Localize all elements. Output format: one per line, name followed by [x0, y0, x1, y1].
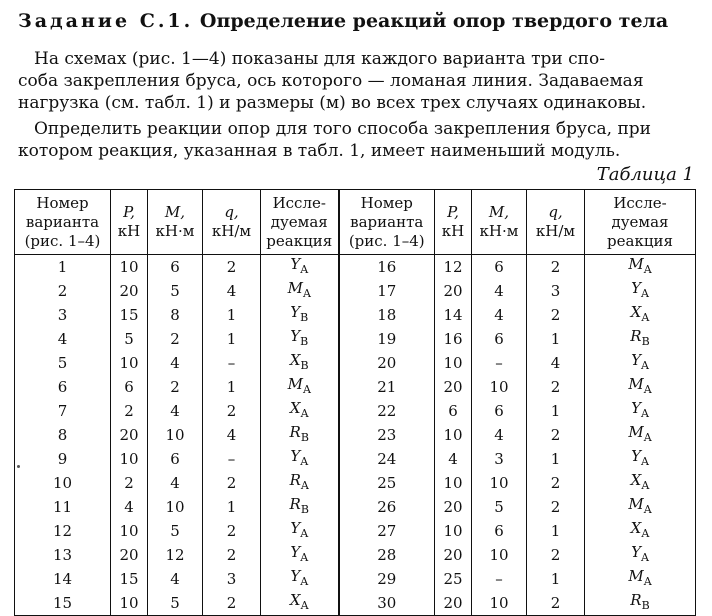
- task-label: Задание С.1.: [18, 10, 194, 32]
- reaction-cell: [585, 567, 696, 591]
- reaction-subscript: A: [643, 575, 652, 588]
- reaction-subscript: B: [300, 335, 309, 348]
- q-value-cell: 1: [203, 375, 261, 399]
- reaction-cell: [585, 399, 696, 423]
- p-value-cell: 15: [111, 303, 148, 327]
- m-value-cell: 2: [148, 375, 203, 399]
- m-value-cell: 10: [472, 471, 527, 495]
- reaction-cell: [585, 279, 696, 303]
- reaction-symbol: Y: [631, 279, 641, 297]
- variant-number-cell: 4: [15, 327, 111, 351]
- task-heading: Определение реакций опор твердого тела: [199, 10, 669, 32]
- m-value-cell: 6: [472, 327, 527, 351]
- reaction-symbol: Y: [290, 519, 301, 537]
- reaction-symbol: Y: [631, 351, 641, 369]
- q-value-cell: 1: [527, 447, 585, 471]
- p-value-cell: 10: [435, 423, 472, 447]
- header-variant-line-3: (рис. 1–4): [348, 231, 425, 250]
- reaction-cell: [261, 447, 339, 471]
- p-value-cell: 10: [111, 255, 148, 280]
- m-value-cell: 5: [148, 279, 203, 303]
- reaction-symbol: M: [287, 279, 303, 297]
- q-value-cell: 1: [527, 519, 585, 543]
- m-value-cell: 4: [148, 567, 203, 591]
- p-value-cell: 25: [435, 567, 472, 591]
- table-row: [15, 399, 696, 423]
- q-value-cell: 1: [203, 303, 261, 327]
- reaction-symbol: M: [628, 495, 644, 513]
- reaction-subscript: A: [300, 455, 309, 468]
- header-reaction-right: [585, 190, 696, 255]
- paragraph-1-line-3: нагрузка (см. табл. 1) и размеры (м) во всех трех случаях одинаковы.: [18, 93, 647, 113]
- p-value-cell: 15: [111, 567, 148, 591]
- header-p-symbol: P,: [447, 203, 459, 221]
- variant-number-cell: 1: [15, 255, 111, 280]
- q-value-cell: 4: [203, 279, 261, 303]
- reaction-cell: [585, 255, 696, 280]
- reaction-subscript: B: [641, 335, 650, 348]
- q-value-cell: 2: [527, 543, 585, 567]
- reaction-cell: [585, 351, 696, 375]
- reaction-subscript: A: [643, 263, 652, 276]
- m-value-cell: 4: [472, 423, 527, 447]
- q-value-cell: 2: [203, 471, 261, 495]
- header-reaction-line-1: Иссле-: [613, 193, 667, 212]
- header-variant-line-2: варианта: [25, 212, 100, 231]
- table-row: [15, 351, 696, 375]
- reaction-subscript: A: [302, 383, 311, 396]
- reaction-symbol: M: [287, 375, 303, 393]
- reaction-cell: [585, 327, 696, 351]
- m-value-cell: 12: [148, 543, 203, 567]
- m-value-cell: 6: [472, 519, 527, 543]
- reaction-cell: [585, 543, 696, 567]
- table-row: [15, 423, 696, 447]
- header-reaction-line-3: реакция: [607, 231, 673, 250]
- reaction-cell: [585, 495, 696, 519]
- reaction-cell: [261, 423, 339, 447]
- table-row: [15, 303, 696, 327]
- q-value-cell: 2: [203, 519, 261, 543]
- reaction-subscript: A: [300, 599, 309, 612]
- m-value-cell: 10: [148, 423, 203, 447]
- variant-number-cell: 12: [15, 519, 111, 543]
- reaction-subscript: A: [640, 287, 649, 300]
- p-value-cell: 2: [111, 399, 148, 423]
- reaction-symbol: X: [630, 303, 642, 321]
- p-value-cell: 10: [435, 471, 472, 495]
- variant-number-cell: 7: [15, 399, 111, 423]
- reaction-symbol: R: [289, 423, 301, 441]
- p-value-cell: 10: [111, 447, 148, 471]
- reaction-cell: [585, 375, 696, 399]
- reaction-symbol: Y: [290, 255, 301, 273]
- q-value-cell: –: [203, 351, 261, 375]
- q-value-cell: 2: [203, 399, 261, 423]
- variant-number-cell: 16: [339, 255, 435, 280]
- reaction-cell: [261, 567, 339, 591]
- paragraph-2-line-1: Определить реакции опор для того способа закрепления бруса, при: [34, 119, 651, 139]
- header-m-symbol: M,: [488, 203, 510, 221]
- p-value-cell: 5: [111, 327, 148, 351]
- header-q-right: [527, 190, 585, 255]
- reaction-cell: [585, 447, 696, 471]
- variant-number-cell: 5: [15, 351, 111, 375]
- p-value-cell: 10: [435, 351, 472, 375]
- p-value-cell: 10: [111, 351, 148, 375]
- table-row: [15, 327, 696, 351]
- reaction-cell: [261, 399, 339, 423]
- m-value-cell: 4: [148, 399, 203, 423]
- reaction-subscript: A: [643, 431, 652, 444]
- reaction-symbol: Y: [290, 567, 301, 585]
- variants-table: [14, 189, 696, 616]
- paragraph-1-line-2: соба закрепления бруса, ось которого — ломаная линия. Задаваемая: [18, 71, 644, 91]
- p-value-cell: 20: [435, 495, 472, 519]
- header-m-symbol: M,: [164, 203, 186, 221]
- m-value-cell: 4: [472, 279, 527, 303]
- header-reaction-line-2: дуемая: [611, 212, 669, 231]
- table-body: [15, 255, 696, 616]
- reaction-cell: [261, 591, 339, 616]
- m-value-cell: 8: [148, 303, 203, 327]
- reaction-cell: [261, 471, 339, 495]
- header-variant-line-3: (рис. 1–4): [24, 231, 101, 250]
- reaction-subscript: B: [300, 431, 309, 444]
- reaction-subscript: A: [643, 503, 652, 516]
- header-m-left: [148, 190, 203, 255]
- reaction-subscript: B: [300, 503, 309, 516]
- q-value-cell: 3: [203, 567, 261, 591]
- m-value-cell: 6: [148, 447, 203, 471]
- header-reaction-line-2: дуемая: [270, 212, 328, 231]
- table-row: [15, 591, 696, 616]
- variant-number-cell: 2: [15, 279, 111, 303]
- p-value-cell: 20: [435, 591, 472, 616]
- reaction-cell: [261, 327, 339, 351]
- q-value-cell: 2: [527, 495, 585, 519]
- m-value-cell: 6: [472, 399, 527, 423]
- p-value-cell: 10: [111, 519, 148, 543]
- variant-number-cell: 8: [15, 423, 111, 447]
- task-title: [18, 10, 708, 32]
- reaction-symbol: Y: [631, 543, 641, 561]
- p-value-cell: 2: [111, 471, 148, 495]
- table-row: [15, 519, 696, 543]
- p-value-cell: 16: [435, 327, 472, 351]
- q-value-cell: 2: [203, 591, 261, 616]
- header-p-unit: кН: [441, 222, 465, 240]
- variant-number-cell: 22: [339, 399, 435, 423]
- reaction-subscript: A: [640, 407, 649, 420]
- q-value-cell: 3: [527, 279, 585, 303]
- q-value-cell: 1: [527, 399, 585, 423]
- print-speck: [17, 465, 20, 468]
- q-value-cell: 2: [203, 543, 261, 567]
- q-value-cell: 1: [527, 327, 585, 351]
- table-header-row: [15, 190, 696, 255]
- m-value-cell: 10: [472, 375, 527, 399]
- reaction-symbol: M: [628, 255, 644, 273]
- variant-number-cell: 20: [339, 351, 435, 375]
- reaction-subscript: A: [300, 263, 309, 276]
- reaction-symbol: Y: [290, 303, 301, 321]
- p-value-cell: 20: [111, 543, 148, 567]
- reaction-symbol: M: [628, 567, 644, 585]
- variant-number-cell: 13: [15, 543, 111, 567]
- reaction-subscript: A: [300, 527, 309, 540]
- table-row: [15, 375, 696, 399]
- table-row: [15, 495, 696, 519]
- q-value-cell: 2: [527, 423, 585, 447]
- reaction-symbol: R: [630, 327, 642, 345]
- m-value-cell: 2: [148, 327, 203, 351]
- variant-number-cell: 23: [339, 423, 435, 447]
- m-value-cell: 4: [148, 471, 203, 495]
- p-value-cell: 10: [111, 591, 148, 616]
- q-value-cell: 1: [203, 495, 261, 519]
- reaction-symbol: R: [630, 591, 642, 609]
- variant-number-cell: 30: [339, 591, 435, 616]
- reaction-subscript: A: [641, 479, 650, 492]
- reaction-symbol: Y: [631, 399, 641, 417]
- reaction-subscript: A: [640, 551, 649, 564]
- m-value-cell: 4: [472, 303, 527, 327]
- variant-number-cell: 9: [15, 447, 111, 471]
- m-value-cell: 6: [472, 255, 527, 280]
- reaction-symbol: Y: [290, 447, 301, 465]
- q-value-cell: 2: [527, 375, 585, 399]
- reaction-symbol: R: [289, 495, 301, 513]
- paragraph-1-line-1: На схемах (рис. 1—4) показаны для каждого варианта три спо-: [34, 49, 605, 69]
- m-value-cell: –: [472, 567, 527, 591]
- header-q-symbol: q,: [224, 203, 239, 221]
- variant-number-cell: 29: [339, 567, 435, 591]
- variant-number-cell: 19: [339, 327, 435, 351]
- reaction-cell: [261, 351, 339, 375]
- p-value-cell: 20: [111, 279, 148, 303]
- table-row: [15, 447, 696, 471]
- reaction-symbol: X: [289, 351, 301, 369]
- variant-number-cell: 24: [339, 447, 435, 471]
- table-row: [15, 543, 696, 567]
- variant-number-cell: 21: [339, 375, 435, 399]
- reaction-subscript: A: [300, 407, 309, 420]
- m-value-cell: –: [472, 351, 527, 375]
- reaction-subscript: A: [300, 575, 309, 588]
- header-reaction-line-3: реакция: [266, 231, 333, 250]
- reaction-symbol: Y: [290, 327, 301, 345]
- header-p-symbol: P,: [123, 203, 135, 221]
- variant-number-cell: 26: [339, 495, 435, 519]
- p-value-cell: 4: [111, 495, 148, 519]
- variant-number-cell: 14: [15, 567, 111, 591]
- q-value-cell: 1: [203, 327, 261, 351]
- header-q-unit: кН/м: [535, 222, 576, 240]
- q-value-cell: 4: [527, 351, 585, 375]
- m-value-cell: 10: [472, 591, 527, 616]
- header-variant-line-1: Номер: [360, 193, 413, 212]
- m-value-cell: 4: [148, 351, 203, 375]
- reaction-cell: [585, 471, 696, 495]
- m-value-cell: 5: [148, 519, 203, 543]
- reaction-cell: [261, 543, 339, 567]
- m-value-cell: 10: [148, 495, 203, 519]
- table-row: [15, 255, 696, 280]
- variant-number-cell: 15: [15, 591, 111, 616]
- reaction-subscript: A: [640, 359, 649, 372]
- p-value-cell: 10: [435, 519, 472, 543]
- variant-number-cell: 3: [15, 303, 111, 327]
- reaction-symbol: X: [289, 399, 301, 417]
- header-variant-line-2: варианта: [350, 212, 424, 231]
- variant-number-cell: 27: [339, 519, 435, 543]
- reaction-cell: [261, 519, 339, 543]
- p-value-cell: 20: [111, 423, 148, 447]
- p-value-cell: 14: [435, 303, 472, 327]
- reaction-symbol: M: [628, 423, 644, 441]
- p-value-cell: 6: [111, 375, 148, 399]
- variant-number-cell: 6: [15, 375, 111, 399]
- reaction-cell: [585, 519, 696, 543]
- reaction-subscript: B: [300, 311, 309, 324]
- reaction-cell: [261, 279, 339, 303]
- q-value-cell: 4: [203, 423, 261, 447]
- m-value-cell: 10: [472, 543, 527, 567]
- reaction-symbol: X: [630, 519, 642, 537]
- reaction-subscript: A: [300, 551, 309, 564]
- p-value-cell: 6: [435, 399, 472, 423]
- m-value-cell: 5: [148, 591, 203, 616]
- q-value-cell: 2: [527, 303, 585, 327]
- reaction-cell: [585, 303, 696, 327]
- q-value-cell: 2: [203, 255, 261, 280]
- header-variant-line-1: Номер: [36, 193, 89, 212]
- reaction-cell: [261, 255, 339, 280]
- table-row: [15, 471, 696, 495]
- reaction-symbol: Y: [290, 543, 301, 561]
- reaction-subscript: A: [641, 527, 650, 540]
- variant-number-cell: 28: [339, 543, 435, 567]
- header-q-left: [203, 190, 261, 255]
- q-value-cell: 2: [527, 255, 585, 280]
- header-reaction-left: [261, 190, 339, 255]
- q-value-cell: 1: [527, 567, 585, 591]
- header-p-right: [435, 190, 472, 255]
- m-value-cell: 6: [148, 255, 203, 280]
- reaction-subscript: A: [302, 287, 311, 300]
- p-value-cell: 4: [435, 447, 472, 471]
- paragraph-2-line-2: котором реакция, указанная в табл. 1, имеет наименьший модуль.: [18, 141, 621, 161]
- q-value-cell: 2: [527, 471, 585, 495]
- m-value-cell: 3: [472, 447, 527, 471]
- header-m-unit: кН·м: [479, 222, 519, 240]
- reaction-symbol: Y: [631, 447, 641, 465]
- reaction-cell: [585, 423, 696, 447]
- reaction-subscript: A: [641, 311, 650, 324]
- reaction-subscript: A: [640, 455, 649, 468]
- reaction-cell: [261, 495, 339, 519]
- table-row: [15, 279, 696, 303]
- reaction-cell: [261, 375, 339, 399]
- reaction-symbol: X: [289, 591, 301, 609]
- header-variant-right: [339, 190, 435, 255]
- header-reaction-line-1: Иссле-: [272, 193, 326, 212]
- q-value-cell: 2: [527, 591, 585, 616]
- p-value-cell: 12: [435, 255, 472, 280]
- reaction-subscript: A: [300, 479, 309, 492]
- header-q-symbol: q,: [548, 203, 563, 221]
- reaction-subscript: A: [643, 383, 652, 396]
- header-p-unit: кН: [117, 222, 141, 240]
- reaction-subscript: B: [641, 599, 650, 612]
- variant-number-cell: 25: [339, 471, 435, 495]
- header-m-right: [472, 190, 527, 255]
- p-value-cell: 20: [435, 375, 472, 399]
- reaction-symbol: M: [628, 375, 644, 393]
- header-q-unit: кН/м: [211, 222, 252, 240]
- variant-number-cell: 17: [339, 279, 435, 303]
- header-m-unit: кН·м: [155, 222, 195, 240]
- reaction-symbol: R: [289, 471, 301, 489]
- table-caption: Таблица 1: [596, 164, 694, 185]
- p-value-cell: 20: [435, 543, 472, 567]
- header-p-left: [111, 190, 148, 255]
- header-variant-left: [15, 190, 111, 255]
- variant-number-cell: 11: [15, 495, 111, 519]
- variant-number-cell: 18: [339, 303, 435, 327]
- q-value-cell: –: [203, 447, 261, 471]
- reaction-cell: [585, 591, 696, 616]
- reaction-cell: [261, 303, 339, 327]
- reaction-symbol: X: [630, 471, 642, 489]
- p-value-cell: 20: [435, 279, 472, 303]
- table-row: [15, 567, 696, 591]
- reaction-subscript: B: [300, 359, 309, 372]
- m-value-cell: 5: [472, 495, 527, 519]
- variant-number-cell: 10: [15, 471, 111, 495]
